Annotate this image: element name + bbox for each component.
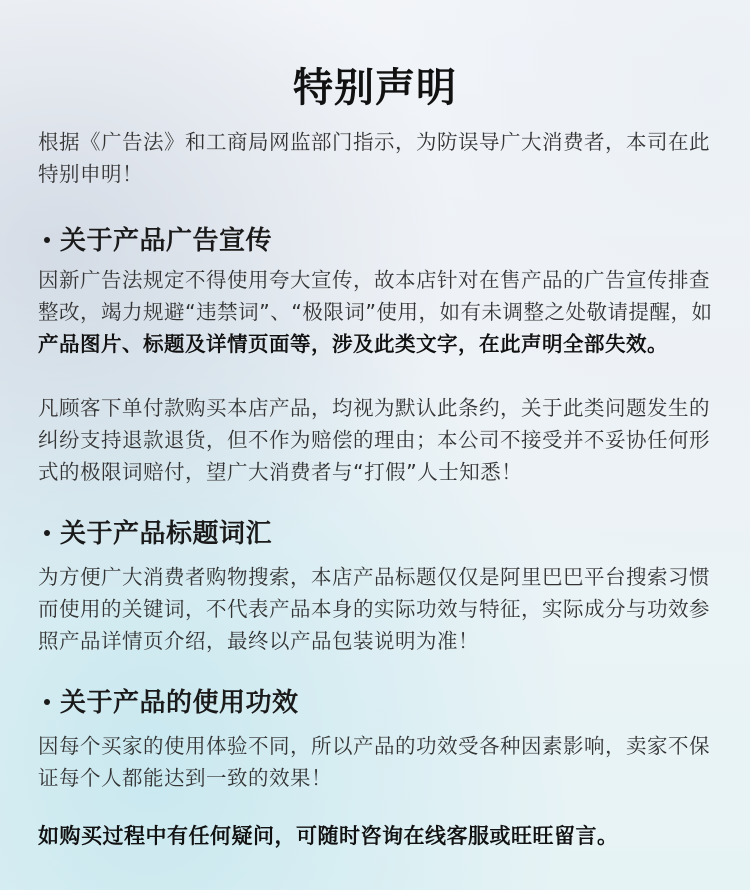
section-advertising-bold-text: 产品图片、标题及详情页面等，涉及此类文字，在此声明全部失效。 bbox=[38, 332, 668, 356]
bullet-icon bbox=[44, 530, 50, 536]
section-heading-efficacy-label: 关于产品的使用功效 bbox=[60, 688, 299, 718]
section-heading-advertising bbox=[38, 220, 272, 257]
section-heading-advertising-label: 关于产品广告宣传 bbox=[60, 226, 273, 256]
section-advertising-text: 因新广告法规定不得使用夸大宣传，故本店针对在售产品的广告宣传排查整改，竭力规避“违禁词”、“极限词”使用，如有未调整之处敬请提醒，如 bbox=[38, 268, 713, 324]
section-advertising-paragraph bbox=[38, 264, 714, 360]
intro-paragraph: 根据《广告法》和工商局网监部门指示，为防误导广大消费者，本司在此特别申明！ bbox=[38, 130, 710, 186]
page-title: 特别声明 bbox=[293, 65, 457, 111]
bullet-icon bbox=[44, 237, 50, 243]
section-efficacy-paragraph: 因每个买家的使用体验不同，所以产品的功效受各种因素影响，卖家不保证每个人都能达到一致的效果！ bbox=[38, 734, 710, 790]
section-heading-title-words-label: 关于产品标题词汇 bbox=[60, 519, 273, 549]
section-title-words-paragraph: 为方便广大消费者购物搜索，本店产品标题仅仅是阿里巴巴平台搜索习惯而使用的关键词，不代表产品本身的实际功效与特征，实际成分与功效参照产品详情页介绍，最终以产品包装说明为准！ bbox=[38, 565, 710, 653]
bullet-icon bbox=[44, 699, 50, 705]
section-advertising-paragraph-2: 凡顾客下单付款购买本店产品，均视为默认此条约，关于此类问题发生的纠纷支持退款退货，但不作为赔偿的理由；本公司不接受并不妥协任何形式的极限词赔付，望广大消费者与“打假”人士知悉！ bbox=[38, 396, 710, 484]
footer-contact-note: 如购买过程中有任何疑问，可随时咨询在线客服或旺旺留言。 bbox=[38, 824, 619, 848]
section-heading-title-words bbox=[38, 513, 272, 550]
section-heading-efficacy bbox=[38, 682, 299, 719]
